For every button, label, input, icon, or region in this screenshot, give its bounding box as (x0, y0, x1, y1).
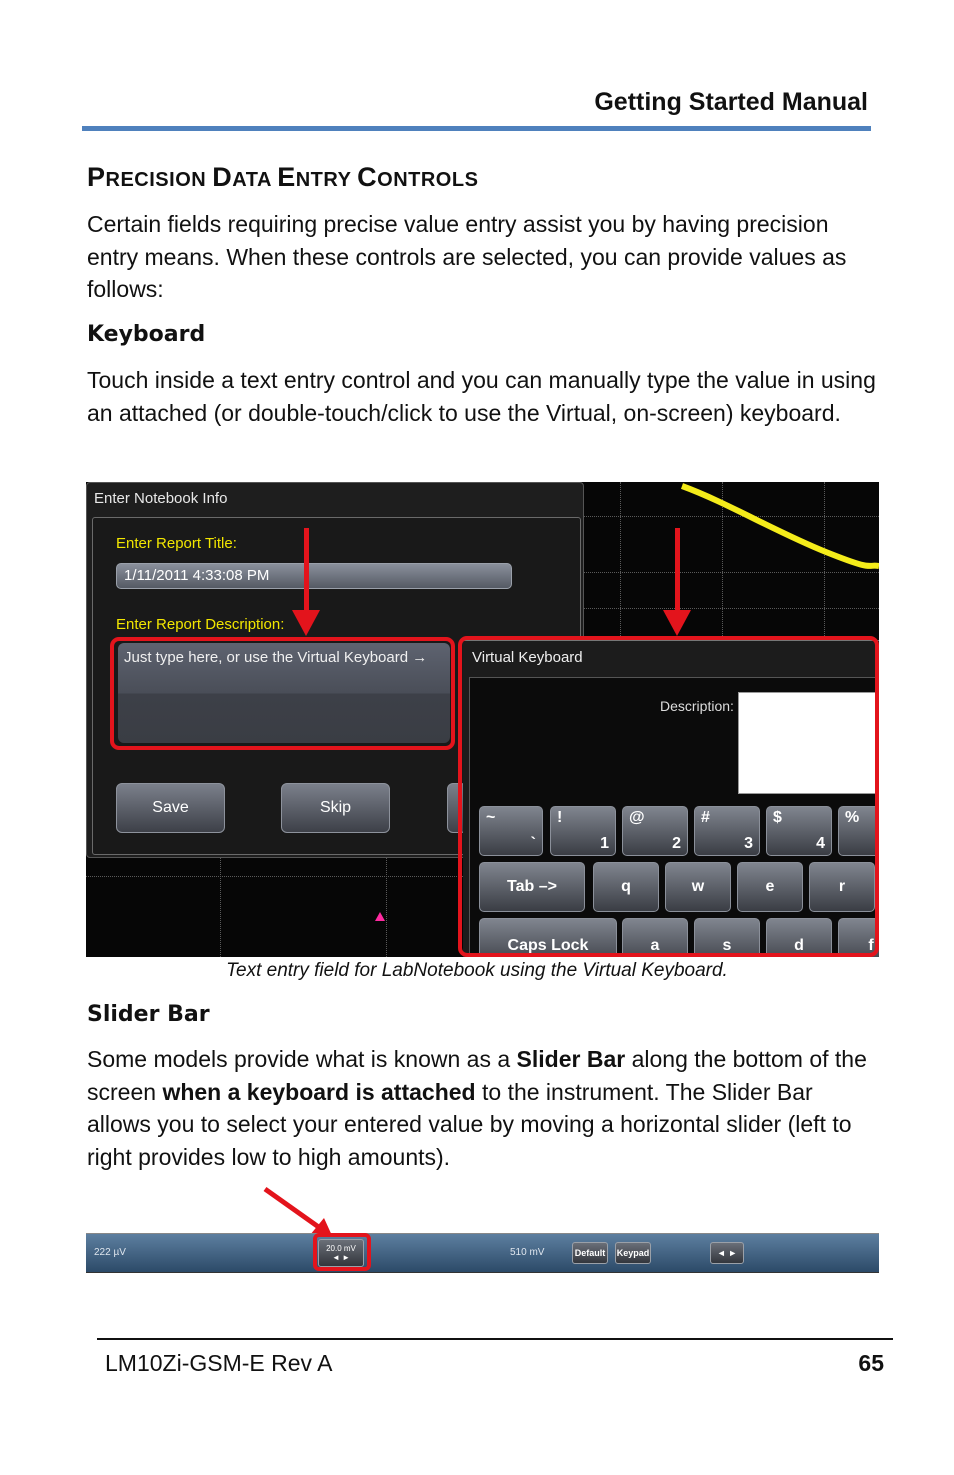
desc-arrow-head (292, 610, 320, 636)
key-r[interactable]: r (809, 862, 875, 912)
key-2[interactable]: @ 2 (622, 806, 688, 856)
footer-rule (97, 1338, 893, 1340)
report-title-input[interactable]: 1/11/2011 4:33:08 PM (116, 563, 512, 589)
page-number: 65 (858, 1350, 884, 1376)
key-f[interactable]: f (838, 918, 879, 957)
header-rule (82, 126, 871, 131)
slider-bar-paragraph: Some models provide what is known as a Slider Bar along the bottom of the screen when a keyboard is attached to the instrument. The Slider Bar allows you to select your entered value by moving a horizontal slider (left to right provides low to high amounts). (87, 1046, 867, 1170)
save-button[interactable]: Save (116, 783, 225, 833)
report-desc-label: Enter Report Description: (116, 616, 285, 633)
key-s[interactable]: s (694, 918, 760, 957)
intro-paragraph: Certain fields requiring precise value entry assist you by having precision entry means. When these controls are selected, you can provide values as follows: (87, 211, 847, 302)
slider-arrows-button[interactable]: ◄ ► (710, 1242, 744, 1264)
key-5[interactable]: % (838, 806, 879, 856)
key-d[interactable]: d (766, 918, 832, 957)
default-button[interactable]: Default (572, 1242, 608, 1264)
slider-mid-readout: 510 mV (510, 1247, 545, 1258)
keyboard-highlight-box (458, 636, 879, 957)
dialog-title: Enter Notebook Info (94, 490, 228, 507)
slider-highlight-box (313, 1233, 371, 1271)
slider-left-readout: 222 µV (94, 1247, 126, 1258)
key-3[interactable]: # 3 (694, 806, 760, 856)
figure1-caption: Text entry field for LabNotebook using the Virtual Keyboard. (226, 960, 728, 981)
key-q[interactable]: q (593, 862, 659, 912)
report-title-label: Enter Report Title: (116, 535, 237, 552)
desc-highlight-box (110, 637, 455, 750)
slider-bar-heading: Slider Bar (87, 1002, 210, 1027)
slider-bar-figure (86, 1233, 879, 1273)
keypad-button[interactable]: Keypad (615, 1242, 651, 1264)
desc-arrow-shaft (304, 528, 309, 618)
key-tab[interactable]: Tab –> (479, 862, 585, 912)
keyboard-paragraph: Touch inside a text entry control and you can manually type the value in using an attached (or double-touch/click to use the Virtual, on-screen) keyboard. (87, 367, 876, 426)
keyboard-arrow-head (663, 610, 691, 636)
slider-value-control[interactable]: 20.0 mV ◄ ► (318, 1239, 364, 1267)
skip-button[interactable]: Skip (281, 783, 390, 833)
vk-description-label: Description: (660, 698, 734, 714)
running-header: Getting Started Manual (594, 88, 868, 116)
key-tilde[interactable]: ~ ` (479, 806, 543, 856)
virtual-keyboard-title: Virtual Keyboard (472, 649, 583, 666)
document-id: LM10Zi-GSM-E Rev A (105, 1350, 333, 1376)
key-1[interactable]: ! 1 (550, 806, 616, 856)
section-title: PRECISION DATA ENTRY CONTROLS (87, 162, 479, 192)
key-e[interactable]: e (737, 862, 803, 912)
key-w[interactable]: w (665, 862, 731, 912)
key-a[interactable]: a (622, 918, 688, 957)
keyboard-heading: Keyboard (87, 322, 206, 347)
keyboard-arrow-shaft (675, 528, 680, 618)
notebook-keyboard-figure (86, 482, 879, 957)
key-caps-lock[interactable]: Caps Lock (479, 918, 617, 957)
key-4[interactable]: $ 4 (766, 806, 832, 856)
report-desc-input[interactable]: Just type here, or use the Virtual Keyboard → (118, 643, 450, 743)
